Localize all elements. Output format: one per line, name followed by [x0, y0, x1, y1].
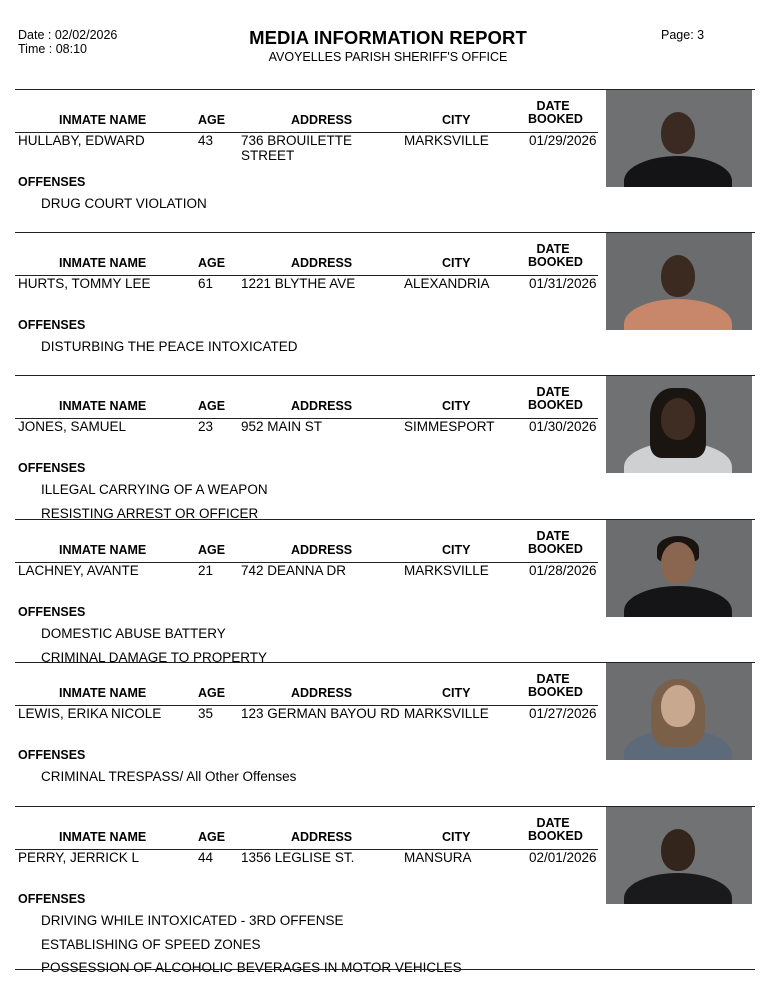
inmate-name: HURTS, TOMMY LEE	[18, 276, 151, 291]
col-header-date-booked	[528, 672, 583, 699]
col-header-age: AGE	[198, 256, 226, 270]
report-subtitle: AVOYELLES PARISH SHERIFF'S OFFICE	[268, 50, 508, 64]
mugshot-shoulders	[624, 873, 732, 904]
inmate-address: 742 DEANNA DR	[241, 563, 347, 578]
inmate-name: JONES, SAMUEL	[18, 419, 127, 434]
offenses-label: OFFENSES	[18, 175, 86, 189]
inmate-city: MANSURA	[404, 850, 472, 865]
col-header-date-line1: DATE	[536, 672, 570, 686]
offense-item: RESISTING ARREST OR OFFICER	[41, 505, 259, 521]
col-header-date-line1: DATE	[536, 816, 570, 830]
footer-divider	[15, 969, 755, 970]
inmate-age: 23	[198, 419, 214, 434]
mugshot-head	[661, 542, 695, 584]
inmate-record	[0, 375, 776, 521]
offense-item: ESTABLISHING OF SPEED ZONES	[41, 936, 261, 952]
col-header-date-line1: DATE	[536, 242, 570, 256]
col-header-age: AGE	[198, 399, 226, 413]
col-header-name: INMATE NAME	[59, 113, 147, 127]
inmate-age: 43	[198, 133, 214, 148]
offenses-label: OFFENSES	[18, 605, 86, 619]
col-header-date-line1: DATE	[536, 99, 570, 113]
inmate-address: 123 GERMAN BAYOU RD	[241, 706, 400, 721]
col-header-age: AGE	[198, 113, 226, 127]
inmate-city: MARKSVILLE	[404, 133, 489, 148]
offense-item: CRIMINAL TRESPASS/ All Other Offenses	[41, 769, 297, 784]
col-header-city: CITY	[442, 399, 471, 413]
col-header-date-line2: BOOKED	[528, 255, 583, 269]
inmate-name: HULLABY, EDWARD	[18, 133, 145, 148]
col-header-date-line1: DATE	[536, 529, 570, 543]
offense-item: DRUG COURT VIOLATION	[41, 196, 207, 211]
offense-item: DOMESTIC ABUSE BATTERY	[41, 626, 226, 641]
col-header-address: ADDRESS	[291, 113, 353, 127]
col-header-date-line2: BOOKED	[528, 112, 583, 126]
mugshot-head	[661, 112, 695, 154]
inmate-record	[0, 89, 776, 232]
col-header-name: INMATE NAME	[59, 256, 147, 270]
mugshot-head	[661, 255, 695, 297]
col-header-address: ADDRESS	[291, 543, 353, 557]
offense-item: CRIMINAL DAMAGE TO PROPERTY	[41, 649, 268, 665]
col-header-city: CITY	[442, 686, 471, 700]
inmate-address: 736 BROUILETTE STREET	[241, 133, 353, 163]
report-title: MEDIA INFORMATION REPORT	[249, 27, 527, 48]
mugshot-photo	[606, 807, 752, 904]
inmate-address: 952 MAIN ST	[241, 419, 323, 434]
inmate-city: SIMMESPORT	[404, 419, 495, 434]
offenses-list	[41, 913, 462, 984]
offenses-list	[41, 196, 207, 220]
inmate-city: ALEXANDRIA	[404, 276, 490, 291]
inmate-city: MARKSVILLE	[404, 706, 489, 721]
col-header-name: INMATE NAME	[59, 686, 147, 700]
mugshot-shoulders	[624, 299, 732, 330]
col-header-date-line2: BOOKED	[528, 685, 583, 699]
inmate-record	[0, 519, 776, 665]
col-header-name: INMATE NAME	[59, 399, 147, 413]
offenses-label: OFFENSES	[18, 318, 86, 332]
inmate-city: MARKSVILLE	[404, 563, 489, 578]
offenses-label: OFFENSES	[18, 461, 86, 475]
inmate-date-booked: 01/31/2026	[529, 276, 597, 291]
inmate-age: 61	[198, 276, 214, 291]
mugshot-shoulders	[624, 586, 732, 617]
inmate-date-booked: 01/28/2026	[529, 563, 597, 578]
report-title-block	[0, 27, 776, 64]
inmate-date-booked: 02/01/2026	[529, 850, 597, 865]
col-header-address: ADDRESS	[291, 256, 353, 270]
col-header-address: ADDRESS	[291, 399, 353, 413]
inmate-record	[0, 806, 776, 975]
col-header-city: CITY	[442, 830, 471, 844]
col-header-date-line2: BOOKED	[528, 542, 583, 556]
col-header-date-booked	[528, 816, 583, 843]
col-header-city: CITY	[442, 113, 471, 127]
col-header-date-line2: BOOKED	[528, 398, 583, 412]
col-header-date-booked	[528, 242, 583, 269]
col-header-date-booked	[528, 99, 583, 126]
col-header-city: CITY	[442, 256, 471, 270]
inmate-address: 1356 LEGLISE ST.	[241, 850, 355, 865]
col-header-date-line1: DATE	[536, 385, 570, 399]
inmate-date-booked: 01/30/2026	[529, 419, 597, 434]
report-time: Time : 08:10	[18, 42, 88, 56]
mugshot-head	[661, 829, 695, 871]
offense-item: DRIVING WHILE INTOXICATED - 3RD OFFENSE	[41, 913, 344, 928]
col-header-name: INMATE NAME	[59, 543, 147, 557]
col-header-age: AGE	[198, 543, 226, 557]
col-header-address: ADDRESS	[291, 686, 353, 700]
inmate-date-booked: 01/27/2026	[529, 706, 597, 721]
mugshot-photo	[606, 233, 752, 330]
page-number: Page: 3	[661, 28, 705, 42]
mugshot-head	[661, 398, 695, 440]
inmate-date-booked: 01/29/2026	[529, 133, 597, 148]
col-header-address: ADDRESS	[291, 830, 353, 844]
offenses-list	[41, 769, 296, 793]
inmate-name: LEWIS, ERIKA NICOLE	[18, 706, 162, 721]
inmate-name: LACHNEY, AVANTE	[18, 563, 139, 578]
mugshot-photo	[606, 520, 752, 617]
col-header-date-line2: BOOKED	[528, 829, 583, 843]
col-header-date-booked	[528, 529, 583, 556]
inmate-name: PERRY, JERRICK L	[18, 850, 140, 865]
report-date: Date : 02/02/2026	[18, 28, 118, 42]
inmate-age: 21	[198, 563, 214, 578]
offense-item: DISTURBING THE PEACE INTOXICATED	[41, 339, 298, 354]
col-header-name: INMATE NAME	[59, 830, 147, 844]
offense-item: POSSESSION OF ALCOHOLIC BEVERAGES IN MOTOR VEHICLES	[41, 960, 462, 975]
offenses-list	[41, 339, 298, 363]
mugshot-head	[661, 685, 695, 727]
mugshot-photo	[606, 663, 752, 760]
inmate-address: 1221 BLYTHE AVE	[241, 276, 356, 291]
mugshot-photo	[606, 90, 752, 187]
inmate-record	[0, 662, 776, 805]
mugshot-shoulders	[624, 156, 732, 187]
inmate-record	[0, 232, 776, 375]
offenses-label: OFFENSES	[18, 892, 86, 906]
inmate-age: 35	[198, 706, 214, 721]
col-header-age: AGE	[198, 686, 226, 700]
offense-item: ILLEGAL CARRYING OF A WEAPON	[41, 482, 268, 497]
inmate-age: 44	[198, 850, 214, 865]
col-header-city: CITY	[442, 543, 471, 557]
col-header-age: AGE	[198, 830, 226, 844]
col-header-date-booked	[528, 385, 583, 412]
mugshot-photo	[606, 376, 752, 473]
offenses-label: OFFENSES	[18, 748, 86, 762]
